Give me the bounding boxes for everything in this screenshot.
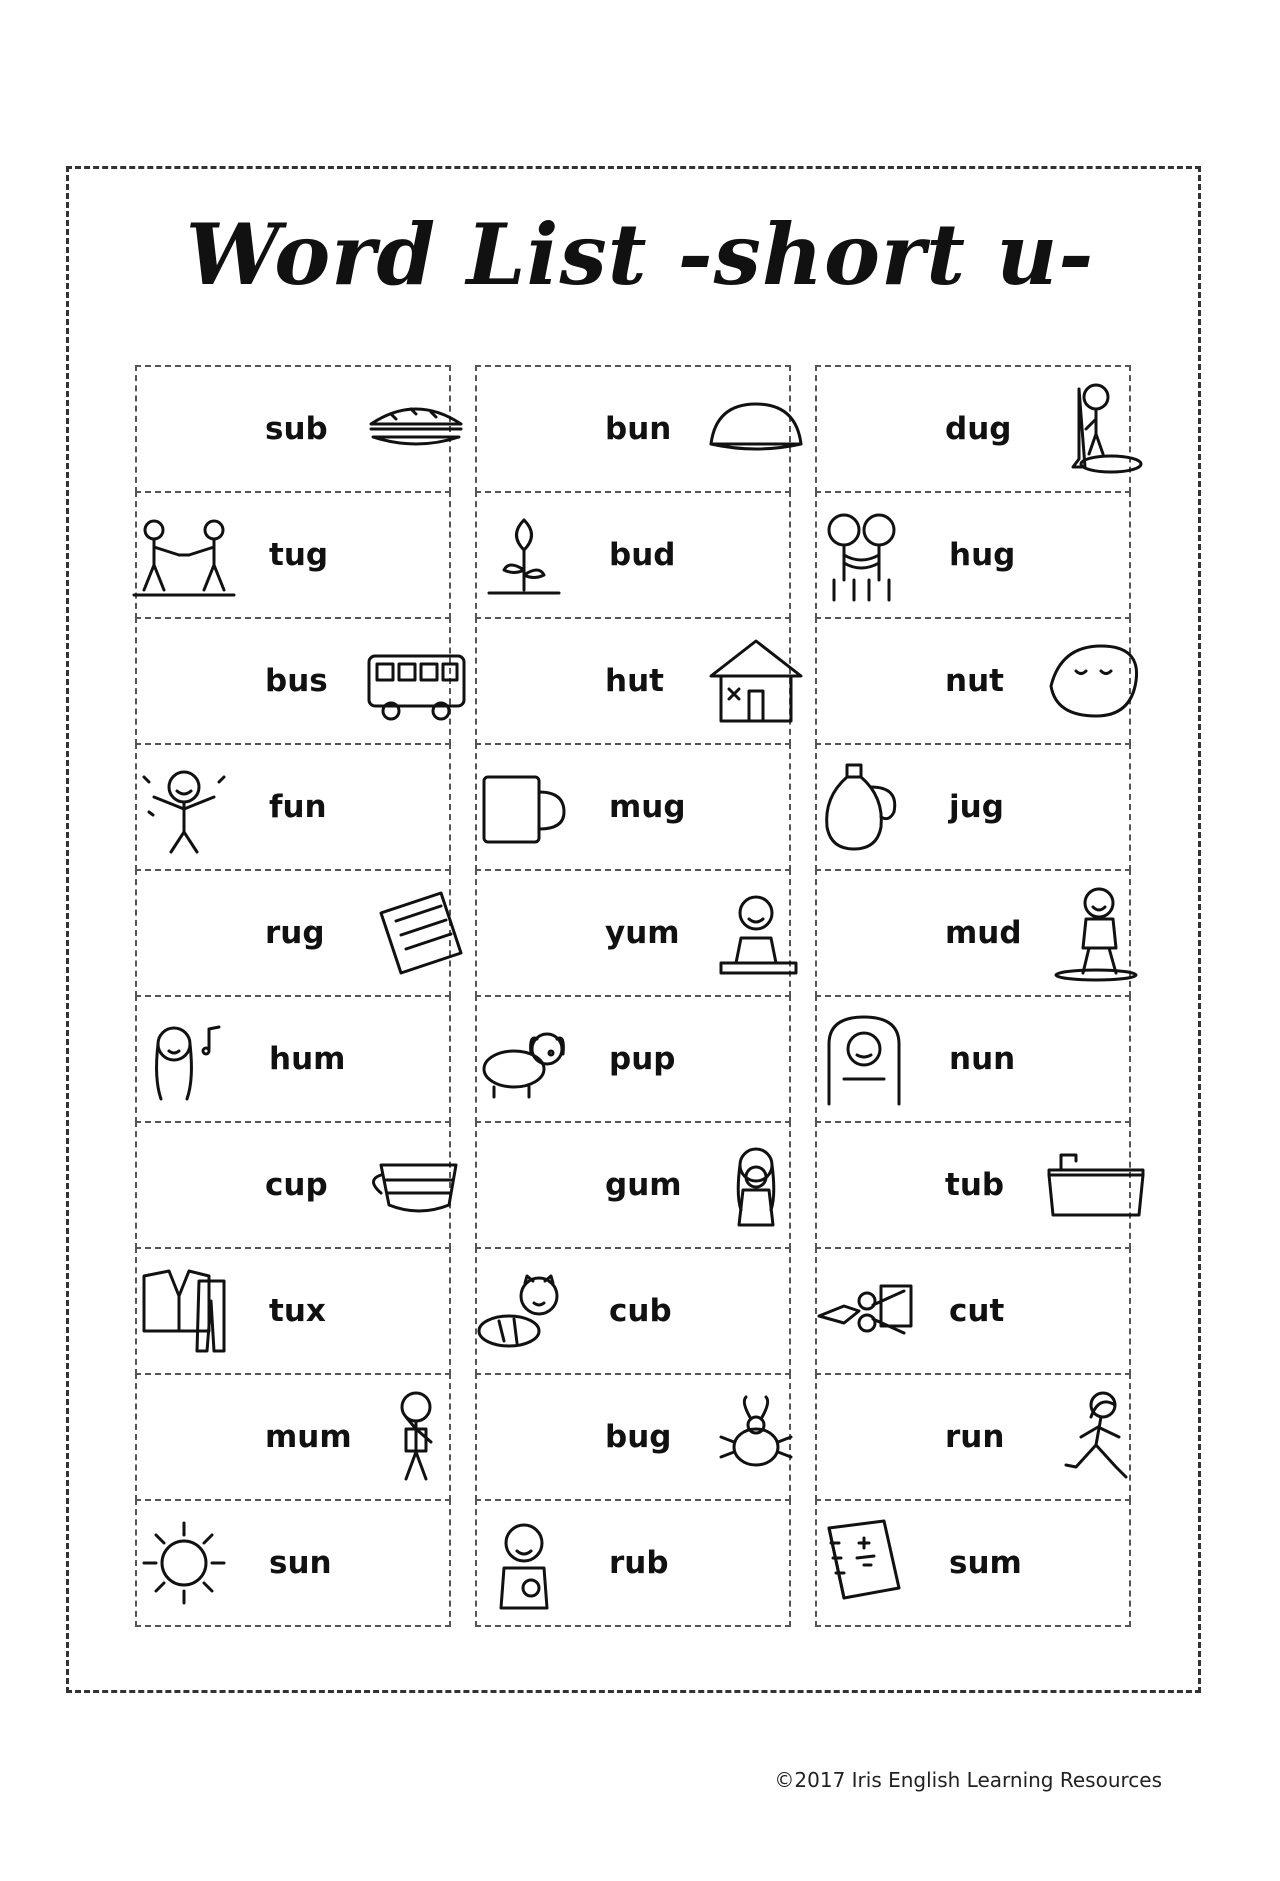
bug-icon [701,1387,811,1487]
card-word: jug [949,789,1004,825]
card-word: hut [605,663,664,699]
card-word: mum [265,1419,352,1455]
word-column-1 [135,365,451,1627]
bun-icon [701,379,811,479]
word-card [815,617,1131,745]
happy-child-icon [129,757,239,857]
word-card [815,1373,1131,1501]
tug-of-war-icon [129,505,239,605]
word-card [475,869,791,997]
word-card [135,995,451,1123]
rug-icon [361,883,471,983]
card-word: mug [609,789,686,825]
word-card [135,1121,451,1249]
word-column-3 [815,365,1131,1627]
card-word: fun [269,789,327,825]
card-word: pup [609,1041,676,1077]
word-card [815,491,1131,619]
word-card [815,1121,1131,1249]
card-word: yum [605,915,680,951]
card-word: bus [265,663,328,699]
card-word: nun [949,1041,1016,1077]
word-card [475,995,791,1123]
word-card [815,869,1131,997]
card-word: cub [609,1293,672,1329]
word-card [475,743,791,871]
hut-icon [701,631,811,731]
word-card [135,491,451,619]
word-card [475,1499,791,1627]
word-card [135,1247,451,1375]
nut-icon [1041,631,1151,731]
copyright-notice: ©2017 Iris English Learning Resources [774,1768,1162,1792]
card-word: rug [265,915,325,951]
word-card [475,491,791,619]
digging-child-icon [1041,379,1151,479]
math-book-icon [809,1513,919,1613]
word-card [815,1499,1131,1627]
card-word: bug [605,1419,672,1455]
quiet-boy-icon [361,1387,471,1487]
word-card [815,365,1131,493]
humming-girl-icon [129,1009,239,1109]
word-card-grid [135,365,1131,1627]
word-card [135,743,451,871]
word-card [135,869,451,997]
card-word: tug [269,537,329,573]
card-word: hug [949,537,1016,573]
word-card [475,1247,791,1375]
card-word: sub [265,411,328,447]
card-word: bun [605,411,672,447]
card-word: tub [945,1167,1005,1203]
card-word: gum [605,1167,682,1203]
puppy-icon [469,1009,579,1109]
sun-icon [129,1513,239,1613]
card-word: run [945,1419,1005,1455]
cup-icon [361,1135,471,1235]
card-word: tux [269,1293,326,1329]
word-card [815,995,1131,1123]
card-word: nut [945,663,1004,699]
word-card [815,743,1131,871]
running-girl-icon [1041,1387,1151,1487]
word-card [815,1247,1131,1375]
scissors-icon [809,1261,919,1361]
word-card [135,617,451,745]
card-word: sum [949,1545,1022,1581]
word-card [475,617,791,745]
word-card [475,1121,791,1249]
card-word: mud [945,915,1022,951]
card-word: cut [949,1293,1005,1329]
mug-icon [469,757,579,857]
card-word: bud [609,537,676,573]
bathtub-icon [1041,1135,1151,1235]
card-word: hum [269,1041,346,1077]
tuxedo-icon [129,1261,239,1361]
tiger-cub-icon [469,1261,579,1361]
card-word: sun [269,1545,332,1581]
jug-icon [809,757,919,857]
card-word: rub [609,1545,669,1581]
word-card [475,365,791,493]
sandwich-icon [361,379,471,479]
nun-icon [809,1009,919,1109]
word-card [475,1373,791,1501]
flower-bud-icon [469,505,579,605]
word-card [135,1373,451,1501]
page-title: Word List -short u- [185,205,1095,304]
muddy-boy-icon [1041,883,1151,983]
card-word: dug [945,411,1012,447]
bus-icon [361,631,471,731]
eating-child-icon [701,883,811,983]
word-column-2 [475,365,791,1627]
card-word: cup [265,1167,328,1203]
rubbing-boy-icon [469,1513,579,1613]
bubble-gum-girl-icon [701,1135,811,1235]
word-card [135,1499,451,1627]
word-card [135,365,451,493]
hugging-children-icon [809,505,919,605]
